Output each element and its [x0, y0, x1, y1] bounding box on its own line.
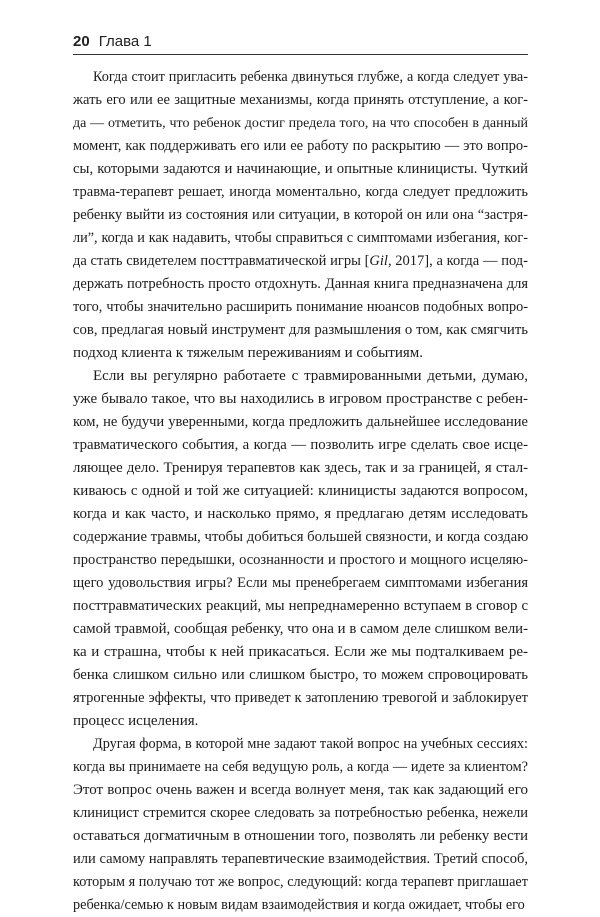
text-line: жать его или ее защитные механизмы, когда принять отступление, а ког-	[73, 92, 528, 108]
text-line: киваюсь с одной и той же ситуацией: клиницисты задаются вопросом,	[73, 483, 528, 499]
running-head	[73, 32, 528, 55]
text-line: бенка слишком сильно или слишком быстро, то можем спровоцировать	[73, 667, 528, 683]
text-line: которым я получаю тот же вопрос, следующий: когда терапевт приглашает	[73, 874, 528, 890]
text-line: щего удовольствия игры? Если мы пренебрегаем симптомами избегания	[73, 575, 528, 591]
text-line: ли”, когда и как надавить, чтобы справиться с симптомами избегания, ког-	[73, 230, 528, 246]
text-line: травма-терапевт решает, иногда моментально, когда следует предложить	[73, 184, 528, 200]
text-line: клиницист стремится скорее следовать за потребностью ребенка, нежели	[73, 805, 528, 821]
text-line: ком, не будучи уверенными, когда предложить дальнейшее исследование	[73, 414, 528, 430]
text-line: Когда стоит пригласить ребенка двинуться глубже, а когда следует ува-	[93, 69, 528, 85]
text-line: когда и как часто, и насколько прямо, я предлагаю детям исследовать	[73, 506, 528, 522]
text-line: да — отметить, что ребенок достиг предела того, на что способен в данный	[73, 116, 528, 131]
text-line: посттравматических реакций, мы непреднамеренно вступаем в сговор с	[73, 598, 528, 614]
text-line: ятрогенные эффекты, что приведет к затоплению тревогой и заблокирует	[73, 690, 528, 706]
text-line: держать потребность просто отдохнуть. Данная книга предназначена для	[73, 276, 528, 292]
text-line: самой травмой, сообщая ребенку, что она и в самом деле слишком вели-	[73, 621, 528, 637]
paragraph	[73, 66, 528, 365]
text-line: подход клиента к тяжелым переживаниям и событиям.	[73, 345, 424, 361]
text-line: сов, предлагая новый инструмент для размышления о том, как смягчить	[73, 322, 528, 338]
text-line: травматического события, а когда — позволить игре сделать свое исце-	[73, 437, 528, 453]
text-line: сы, которыми задаются и начинающие, и опытные клиницисты. Чуткий	[73, 161, 528, 177]
text-line: уже бывало такое, что вы находились в игровом пространстве с ребен-	[73, 391, 528, 407]
paragraph	[73, 365, 528, 733]
text-line: содержание травмы, чтобы добиться большей связности, и когда создаю	[73, 529, 529, 545]
paragraph	[73, 733, 528, 917]
body-text	[73, 66, 528, 917]
text-line: ребенка/семью к новым видам взаимодействия и когда ожидает, чтобы его	[73, 897, 525, 913]
text-line: ребенку выйти из состояния или ситуации, в которой он или она “застря-	[73, 207, 528, 223]
text-line: момент, как поддерживать его или ее работу по раскрытию — это вопро-	[73, 138, 528, 154]
text-line: Этот вопрос очень важен и всегда волнует меня, так как задающий его	[73, 782, 528, 798]
text-line: того, чтобы значительно расширить понимание нюансов подобных вопро-	[73, 299, 528, 315]
page-number: 20	[73, 33, 90, 50]
text-line: Другая форма, в которой мне задают такой вопрос на учебных сессиях:	[93, 736, 528, 752]
text-line: Если вы регулярно работаете с травмированными детьми, думаю,	[93, 368, 528, 384]
text-line: когда вы принимаете на себя ведущую роль, а когда — идете за клиентом?	[73, 759, 528, 775]
text-line: или самому направлять терапевтические взаимодействия. Третий способ,	[73, 851, 528, 867]
text-line: процесс исцеления.	[73, 713, 199, 729]
text-line: да стать свидетелем посттравматической игры [Gil, 2017], а когда — под-	[73, 253, 528, 269]
chapter-title: Глава 1	[98, 33, 152, 50]
text-line: оставаться догматичным в отношении того, позволять ли ребенку вести	[73, 828, 528, 844]
text-line: ляющее дело. Тренируя терапевтов как здесь, так и за границей, я стал-	[73, 460, 528, 476]
text-line: пространство передышки, осознанности и простого и мощного исцеляю-	[73, 552, 528, 568]
text-line: ка и страшна, чтобы к ней прикасаться. Если же мы подталкиваем ре-	[73, 644, 528, 660]
